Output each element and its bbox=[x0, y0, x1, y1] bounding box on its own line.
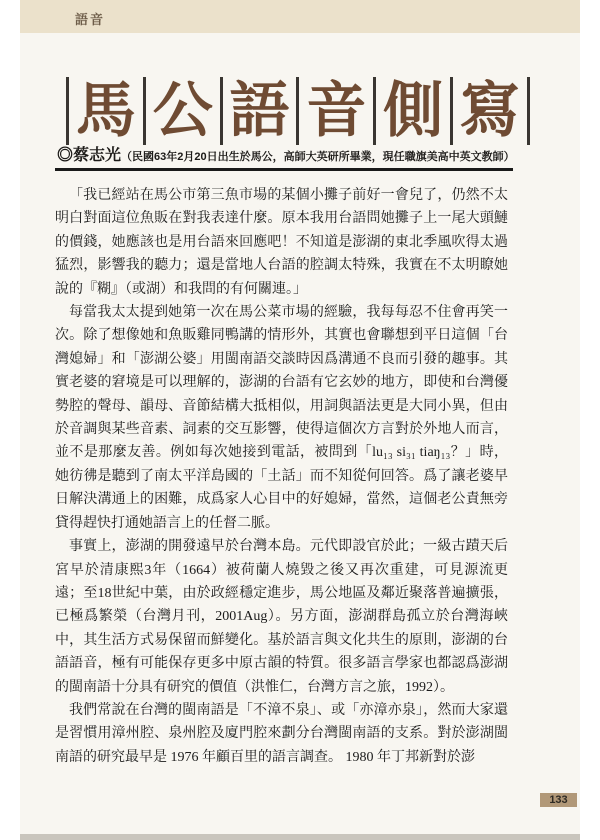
paragraph: 我們常說在台灣的閩南語是「不漳不泉」、或「亦漳亦泉」，然而大家還是習慣用漳州腔、泉州腔及廈門腔來劃分台灣閩南語的支系。對於澎湖閩南語的研究最早是 1976 年顧百里的語言調查。 1980 年丁邦新對於澎 bbox=[55, 702, 508, 765]
title-separator-bar bbox=[220, 77, 223, 145]
title-char: 音 bbox=[306, 78, 367, 144]
title-char: 側 bbox=[383, 78, 444, 144]
title-divider-rule bbox=[55, 168, 513, 171]
author-bio: （民國63年2月20日出生於馬公，高師大英研所畢業，現任職旗美高中英文教師） bbox=[121, 151, 515, 163]
title-char: 語 bbox=[229, 78, 290, 144]
title-separator-bar bbox=[143, 77, 146, 145]
title-separator-bar bbox=[66, 77, 69, 145]
section-label: 語音 bbox=[75, 12, 106, 27]
page-number-badge: 133 bbox=[540, 793, 577, 807]
paragraph: 事實上，澎湖的開發遠早於台灣本島。元代即設官於此；一級古蹟天后宮早於清康熙3年（1664）被荷蘭人燒毀之後又再次重建，可見源流更遠；至18世紀中葉，由於政經穩定進步，馬公地區及鄰近聚落普遍擴張，已極爲繁榮（台灣月刊，2001Aug）。另方面，澎湖群島孤立於台灣海峽中，其生活方式易保留而鮮變化。基於語言與文化共生的原則，澎湖的台語語音，極有可能保存更多中原古韻的特質。很多語言學家也都認爲澎湖的閩南語十分具有研究的價值（洪惟仁，台灣方言之旅，1992）。 bbox=[55, 539, 508, 695]
paragraph: 每當我太太提到她第一次在馬公菜市場的經驗，我每每忍不住會再笑一次。除了想像她和魚販雞同鴨講的情形外，其實也會聯想到平日這個「台灣媳婦」和「澎湖公婆」用閩南語交談時因爲溝通不良而引發的趣事。其實老婆的窘境是可以理解的，澎湖的台語有它玄妙的地方，即使和台灣優勢腔的聲母、韻母、音節結構大抵相似，用詞與語法更是大同小異，但由於音調與某些音素、詞素的交互影響，使得這個次方言對於外地人而言，並不是那麼友善。例如每次她接到電話，被問到「lu₁₃ si₃₁ tiaŋ₁₃？」時，她彷彿是聽到了南太平洋島國的「土話」而不知從何回答。爲了讓老婆早日解決溝通上的困難，成爲家人心目中的好媳婦，當然，這個老公責無旁貸得趕快打通她語言上的任督二脈。 bbox=[55, 305, 508, 531]
title-separator-bar bbox=[296, 77, 299, 145]
page-bottom-edge-shadow bbox=[20, 834, 580, 840]
author-name: ◎蔡志光 bbox=[57, 147, 122, 164]
title-separator-bar bbox=[373, 77, 376, 145]
paragraph: 「我已經站在馬公市第三魚市場的某個小攤子前好一會兒了，仍然不太明白對面這位魚販在對我表達什麼。原本我用台語問她攤子上一尾大頭鰱的價錢，她應該也是用台語來回應吧！不知道是澎湖的東北季風吹得太過猛烈，影響我的聽力；還是當地人台語的腔調太特殊，我實在不太明瞭她說的『糊』（或湖）和我問的有何關連。」 bbox=[55, 188, 508, 297]
title-char: 寫 bbox=[459, 78, 520, 144]
article-title bbox=[66, 75, 530, 147]
section-header-band bbox=[20, 0, 580, 33]
title-separator-bar bbox=[450, 77, 453, 145]
title-char: 公 bbox=[152, 78, 213, 144]
title-char: 馬 bbox=[75, 78, 136, 144]
title-separator-bar bbox=[527, 77, 530, 145]
author-line bbox=[57, 142, 517, 165]
article-body bbox=[55, 184, 508, 769]
